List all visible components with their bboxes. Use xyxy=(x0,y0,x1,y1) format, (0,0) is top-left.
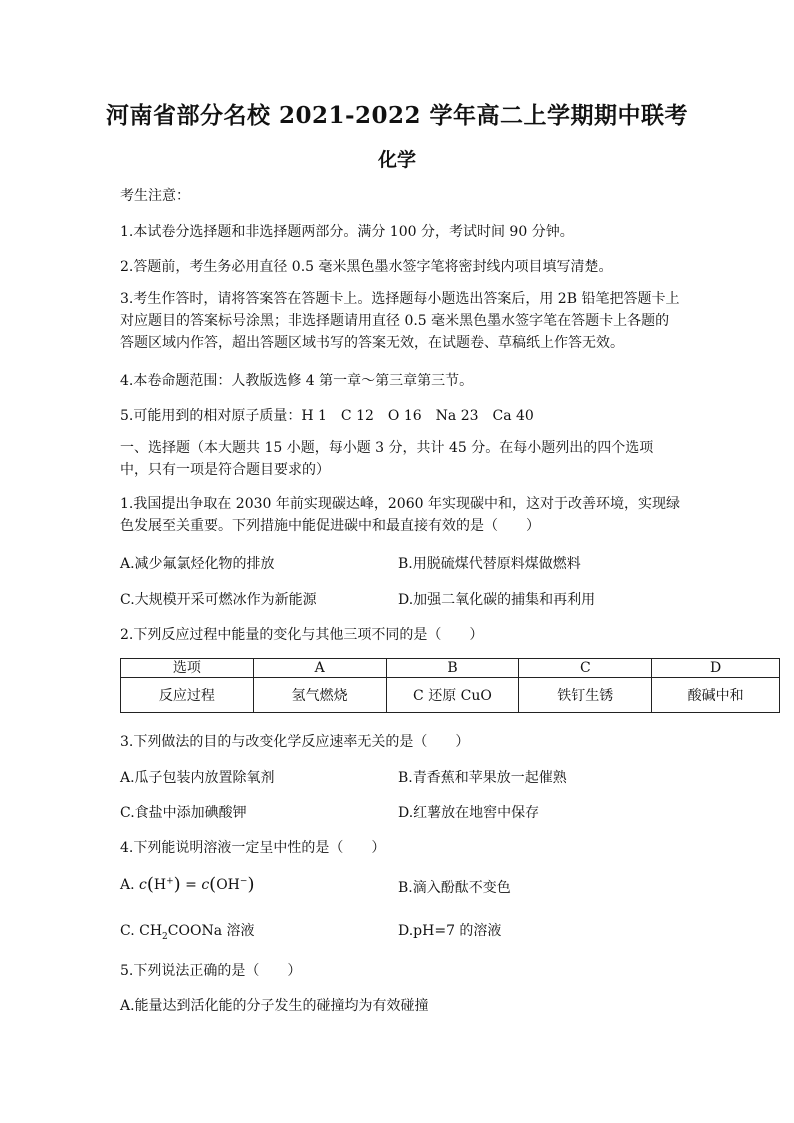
q5-option-a: A.能量达到活化能的分子发生的碰撞均为有效碰撞 xyxy=(120,998,429,1014)
paren-open: ( xyxy=(209,874,217,895)
table-cell: 反应过程 xyxy=(121,678,254,713)
q3-option-d: D.红薯放在地窖中保存 xyxy=(398,805,540,821)
q4-option-a xyxy=(120,874,254,895)
table-cell: D xyxy=(652,659,780,678)
question-4-stem: 4.下列能说明溶液一定呈中性的是（ ） xyxy=(120,840,386,856)
q4-a-h-charge: + xyxy=(166,876,174,887)
notice-2: 2.答题前，考生务必用直径 0.5 毫米黑色墨水签字笔将密封线内项目填写清楚。 xyxy=(120,259,613,275)
table-cell: A xyxy=(253,659,386,678)
q4-a-eq: = xyxy=(180,877,202,893)
q1-option-b: B.用脱硫煤代替原料煤做燃料 xyxy=(398,556,581,572)
paren-close: ) xyxy=(247,874,255,895)
q2-options-table xyxy=(120,658,780,713)
q4-a-c2: c xyxy=(201,877,210,893)
q3-option-c: C.食盐中添加碘酸钾 xyxy=(120,805,247,821)
q4-option-d: D.pH=7 的溶液 xyxy=(398,923,502,939)
notice-heading: 考生注意： xyxy=(120,188,190,204)
subject-title: 化学 xyxy=(377,149,416,171)
q4-a-oh: OH xyxy=(216,877,240,893)
table-row xyxy=(121,678,780,713)
q3-option-b: B.青香蕉和苹果放一起催熟 xyxy=(398,770,567,786)
table-header-row xyxy=(121,659,780,678)
paren-open: ( xyxy=(146,874,154,895)
q3-option-a: A.瓜子包装内放置除氧剂 xyxy=(120,770,275,786)
table-cell: B xyxy=(386,659,519,678)
section-heading: 一、选择题（本大题共 15 小题，每小题 3 分，共计 45 分。在每小题列出的四个选项中，只有一项是符合题目要求的） xyxy=(120,440,654,478)
q4-option-c xyxy=(120,920,255,942)
exam-title: 河南省部分名校 2021-2022 学年高二上学期期中联考 xyxy=(105,102,689,129)
table-cell: 选项 xyxy=(121,659,254,678)
q1-option-d: D.加强二氧化碳的捕集和再利用 xyxy=(398,592,596,608)
question-5-stem: 5.下列说法正确的是（ ） xyxy=(120,963,302,979)
notice-1: 1.本试卷分选择题和非选择题两部分。满分 100 分，考试时间 90 分钟。 xyxy=(120,224,574,240)
notice-4: 4.本卷命题范围：人教版选修 4 第一章～第三章第三节。 xyxy=(120,373,474,389)
table-cell: C 还原 CuO xyxy=(386,678,519,713)
question-3-stem: 3.下列做法的目的与改变化学反应速率无关的是（ ） xyxy=(120,734,470,750)
question-2-stem: 2.下列反应过程中能量的变化与其他三项不同的是（ ） xyxy=(120,627,484,643)
question-1-stem: 1.我国提出争取在 2030 年前实现碳达峰，2060 年实现碳中和，这对于改善环境，实现绿色发展至关重要。下列措施中能促进碳中和最直接有效的是（ ） xyxy=(120,496,680,534)
q1-option-c: C.大规模开采可燃冰作为新能源 xyxy=(120,592,317,608)
table-cell: C xyxy=(519,659,652,678)
notice-5: 5.可能用到的相对原子质量：H 1 C 12 O 16 Na 23 Ca 40 xyxy=(120,408,534,424)
q4-option-b: B.滴入酚酞不变色 xyxy=(398,880,511,896)
q1-option-a: A.减少氟氯烃化物的排放 xyxy=(120,556,275,572)
q4-c-prefix: C. CH xyxy=(120,923,163,939)
q4-a-prefix: A. xyxy=(120,877,140,893)
q4-a-c1: c xyxy=(139,877,147,893)
table-cell: 铁钉生锈 xyxy=(519,678,652,713)
paren-close: ) xyxy=(173,874,181,895)
table-cell: 氢气燃烧 xyxy=(253,678,386,713)
q4-a-oh-charge: − xyxy=(239,876,248,887)
q4-c-sub: 2 xyxy=(162,931,168,942)
q4-a-h: H xyxy=(153,877,167,893)
q4-c-rest: COONa 溶液 xyxy=(167,923,255,939)
notice-3: 3.考生作答时，请将答案答在答题卡上。选择题每小题选出答案后，用 2B 铅笔把答题卡上对应题目的答案标号涂黑；非选择题请用直径 0.5 毫米黑色墨水签字笔在答题卡上各题的答题区域内作答，超出答题区域书写的答案无效，在试题卷、草稿纸上作答无效。 xyxy=(120,291,680,351)
table-cell: 酸碱中和 xyxy=(652,678,780,713)
